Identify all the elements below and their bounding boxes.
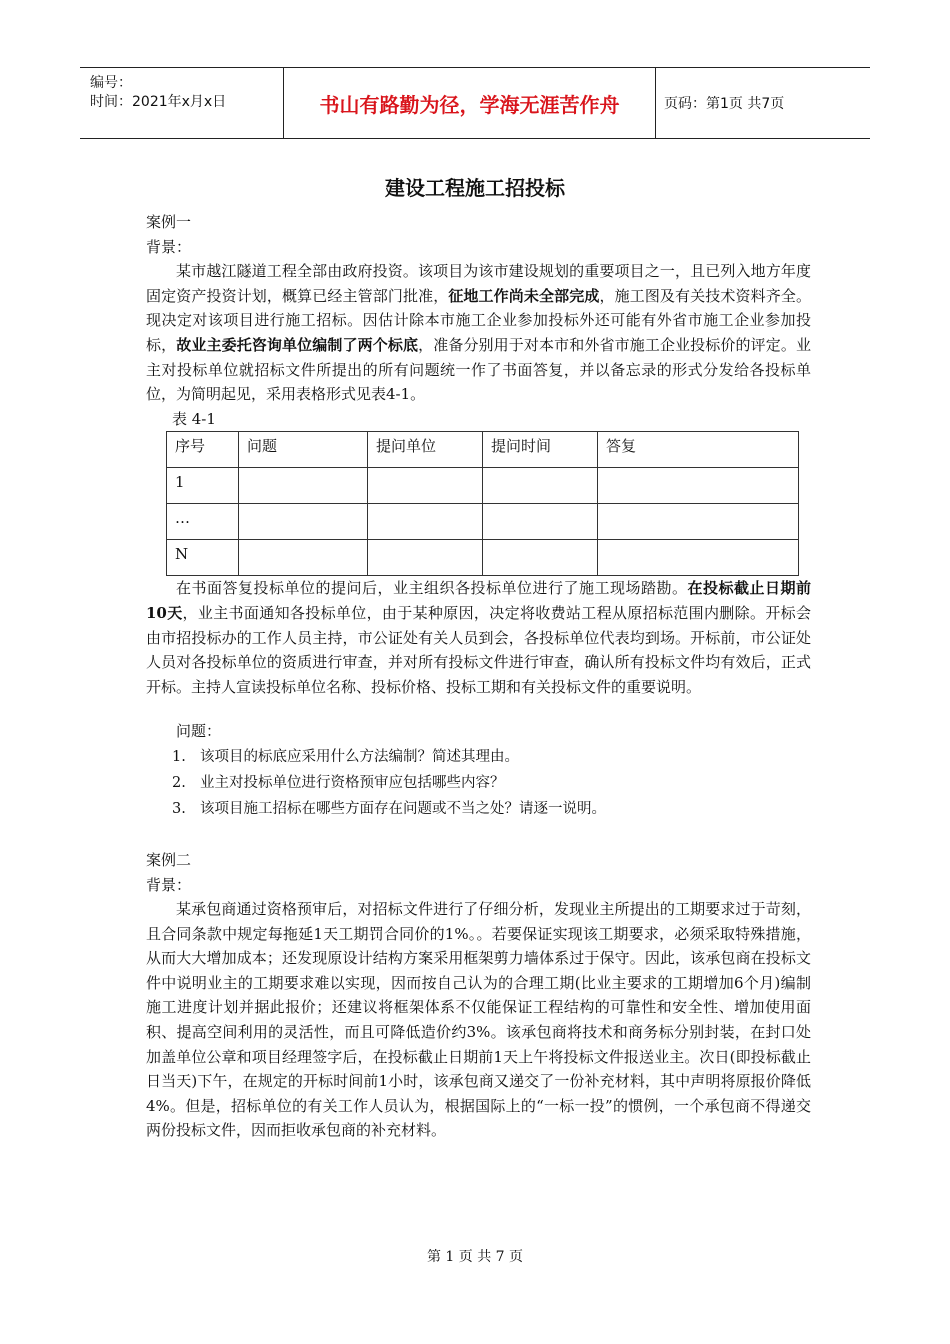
question-text: 该项目的标底应采用什么方法编制？简述其理由。: [200, 748, 519, 765]
date-label: 时间：2021年x月x日: [90, 94, 227, 110]
text-run: 某市越江隧道工程全部由政府投资。该项目为该市建设规划的重要项目之一，且已列入地方年度固定资产投资计划，概算已经主管部门批准，: [146, 262, 811, 305]
table-cell: N: [167, 540, 239, 576]
question-text: 业主对投标单位进行资格预审应包括哪些内容？: [200, 774, 505, 791]
question-item: [146, 744, 811, 770]
table-cell: [368, 504, 483, 540]
table-header-cell: 序号: [167, 432, 239, 468]
table-caption: 表 4-1: [172, 409, 216, 428]
table-header-cell: 答复: [598, 432, 799, 468]
question-item: [146, 796, 811, 822]
case2-paragraph-1: 某承包商通过资格预审后，对招标文件进行了仔细分析，发现业主所提出的工期要求过于苛刻，且合同条款中规定每拖延1天工期罚合同价的1%。。若要保证实现该工期要求，必须采取特殊措施，从而大大增加成本；还发现原设计结构方案采用框架剪力墙体系过于保守。因此，该承包商在投标文件中说明业主的工期要求难以实现，因而按自己认为的合理工期(比业主要求的工期增加6个月)编制施工进度计划并据此报价；还建议将框架体系不仅能保证工程结构的可靠性和安全性、增加使用面积、提高空间利用的灵活性，而且可降低造价约3%。该承包商将技术和商务标分别封装，在封口处加盖单位公章和项目经理签字后，在投标截止日期前1天上午将投标文件报送业主。次日(即投标截止日当天)下午，在规定的开标时间前1小时，该承包商又递交了一份补充材料，其中声明将原报价降低4%。但是，招标单位的有关工作人员认为，根据国际上的“一标一投”的惯例，一个承包商不得递交两份投标文件，因而拒收承包商的补充材料。: [146, 900, 811, 1140]
case1-heading: 案例一: [146, 213, 192, 231]
case1-paragraph-1: [146, 259, 811, 407]
text-run: ，业主书面通知各投标单位，由于某种原因，决定将收费站工程从原招标范围内删除。开标会由市招投标办的工作人员主持，市公证处有关人员到会，各投标单位代表均到场。开标前，市公证处人员对各投标单位的资质进行审查，并对所有投标文件进行审查，确认所有投标文件均有效后，正式开标。主持人宣读投标单位名称、投标价格、投标工期和有关投标文件的重要说明。: [146, 603, 811, 696]
document-header: [80, 67, 870, 139]
table-cell: [368, 468, 483, 504]
text-run: 在书面答复投标单位的提问后，业主组织各投标单位进行了施工现场踏勘。: [176, 579, 688, 598]
case2-background-label: 背景：: [146, 875, 192, 894]
case1-background-label: 背景：: [146, 237, 192, 256]
header-page-code-cell: [656, 68, 870, 138]
document-title: 建设工程施工招投标: [385, 176, 565, 200]
text-run: ，施工图及有关技术资料齐全。现决定对该项目进行施工招标。因估计除本市施工企业参加投标外还可能有外省市施工企业参加投标，: [146, 286, 811, 354]
question-number: 1.: [172, 748, 186, 765]
table-cell: [239, 540, 368, 576]
table-cell: [483, 468, 598, 504]
table-cell: [239, 468, 368, 504]
page-footer: 第 1 页 共 7 页: [426, 1249, 524, 1265]
question-text: 该项目施工招标在哪些方面存在问题或不当之处？请逐一说明。: [200, 800, 606, 817]
table-row: [167, 504, 799, 540]
table-cell: [368, 540, 483, 576]
bold-run: 征地工作尚未全部完成: [448, 286, 600, 305]
question-item: [146, 770, 811, 796]
question-number: 3.: [172, 800, 186, 817]
motto-text: 书山有路勤为径，学海无涯苦作舟: [319, 92, 620, 117]
questions-label: 问题：: [176, 722, 222, 741]
table-header-cell: 问题: [239, 432, 368, 468]
table-cell: [483, 540, 598, 576]
bold-run: 在投标截止日期前10天: [146, 579, 811, 622]
table-cell: …: [167, 504, 239, 540]
table-cell: [483, 504, 598, 540]
header-left-cell: [80, 68, 283, 138]
page-code: 页码：第1页 共7页: [664, 96, 785, 112]
text-run: ，准备分别用于对本市和外省市施工企业投标价的评定。业主对投标单位就招标文件所提出的所有问题统一作了书面答复，并以备忘录的形式分发给各投标单位，为简明起见，采用表格形式见表4-1。: [146, 335, 811, 404]
spacer: [146, 699, 811, 719]
spacer: [146, 822, 811, 848]
question-number: 2.: [172, 774, 186, 791]
header-motto-cell: [283, 68, 656, 138]
questions-list: [146, 744, 811, 822]
table-header-cell: 提问单位: [368, 432, 483, 468]
table-cell: [239, 504, 368, 540]
table-header-cell: 提问时间: [483, 432, 598, 468]
table-cell: [598, 504, 799, 540]
number-label: 编号：: [90, 75, 132, 91]
table-row: [167, 468, 799, 504]
table-cell: [598, 468, 799, 504]
table-cell: [598, 540, 799, 576]
case1-paragraph-2: [146, 576, 811, 699]
question-table: [166, 431, 799, 576]
bold-run: 故业主委托咨询单位编制了两个标底: [176, 335, 419, 354]
table-header-row: [167, 432, 799, 468]
table-row: [167, 540, 799, 576]
table-cell: 1: [167, 468, 239, 504]
case2-heading: 案例二: [146, 850, 192, 869]
document-body: [146, 210, 811, 1143]
